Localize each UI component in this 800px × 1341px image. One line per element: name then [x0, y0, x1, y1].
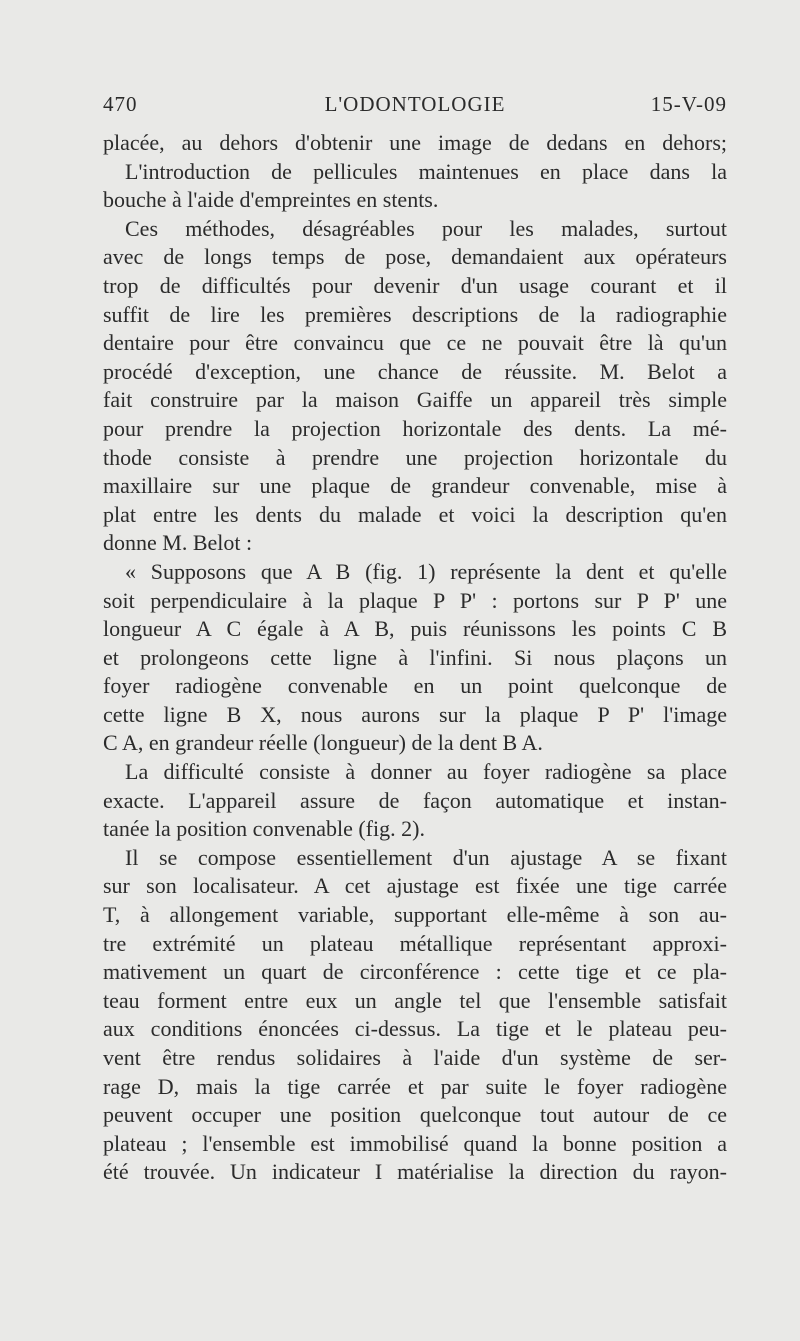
- text-line: avec de longs temps de pose, demandaient aux opérateurs: [103, 244, 727, 270]
- text-line: sur son localisateur. A cet ajustage est fixée une tige carrée: [103, 873, 727, 899]
- text-line: Il se compose essentiellement d'un ajustage A se fixant: [125, 844, 727, 870]
- text-line: plateau ; l'ensemble est immobilisé quand la bonne position a: [103, 1130, 727, 1156]
- text-line: placée, au dehors d'obtenir une image de dedans en dehors;: [103, 130, 727, 155]
- running-title: L'ODONTOLOGIE: [324, 92, 506, 116]
- text-line: L'introduction de pellicules maintenues en place dans la: [125, 158, 727, 184]
- text-line: bouche à l'aide d'empreintes en stents.: [103, 187, 439, 213]
- text-line: soit perpendiculaire à la plaque P P' : portons sur P P' une: [103, 587, 727, 613]
- text-line: procédé d'exception, une chance de réussite. M. Belot a: [103, 358, 727, 384]
- text-line: trop de difficultés pour devenir d'un usage courant et il: [103, 272, 727, 298]
- text-line: cette ligne B X, nous aurons sur la plaque P P' l'image: [103, 701, 727, 727]
- text-line: fait construire par la maison Gaiffe un appareil très simple: [103, 387, 727, 413]
- text-line: donne M. Belot :: [103, 530, 253, 556]
- text-line: été trouvée. Un indicateur I matérialise la direction du rayon-: [103, 1159, 727, 1185]
- text-line: tre extrémité un plateau métallique représentant approxi-: [103, 930, 727, 956]
- text-line: exacte. L'appareil assure de façon automatique et instan-: [103, 787, 727, 813]
- text-line: dentaire pour être convaincu que ce ne pouvait être là qu'un: [103, 330, 727, 356]
- text-line: C A, en grandeur réelle (longueur) de la dent B A.: [103, 730, 543, 756]
- text-line: maxillaire sur une plaque de grandeur convenable, mise à: [103, 473, 727, 499]
- text-line: suffit de lire les premières descriptions de la radiographie: [103, 301, 727, 327]
- text-line: T, à allongement variable, supportant elle-même à son au-: [103, 902, 727, 928]
- text-line: tanée la position convenable (fig. 2).: [103, 816, 425, 842]
- text-line: plat entre les dents du malade et voici la description qu'en: [103, 501, 727, 527]
- body-text: [103, 129, 727, 1187]
- text-line: vent être rendus solidaires à l'aide d'un système de ser-: [103, 1045, 727, 1070]
- text-line: aux conditions énoncées ci-dessus. La tige et le plateau peu-: [103, 1016, 727, 1042]
- text-line: thode consiste à prendre une projection horizontale du: [103, 444, 727, 470]
- issue-date: 15-V-09: [650, 92, 727, 116]
- page-number: 470: [103, 92, 138, 116]
- text-line: La difficulté consiste à donner au foyer radiogène sa place: [125, 759, 727, 785]
- text-line: pour prendre la projection horizontale des dents. La mé-: [103, 415, 727, 441]
- text-line: teau forment entre eux un angle tel que l'ensemble satisfait: [103, 987, 727, 1013]
- text-line: foyer radiogène convenable en un point quelconque de: [103, 673, 727, 699]
- text-line: mativement un quart de circonférence : cette tige et ce pla-: [103, 959, 727, 985]
- text-line: peuvent occuper une position quelconque tout autour de ce: [103, 1102, 727, 1128]
- text-line: rage D, mais la tige carrée et par suite le foyer radiogène: [103, 1073, 727, 1099]
- text-line: Ces méthodes, désagréables pour les malades, surtout: [125, 215, 727, 241]
- page-header: [103, 92, 727, 122]
- text-line: longueur A C égale à A B, puis réunissons les points C B: [103, 616, 727, 642]
- text-line: « Supposons que A B (fig. 1) représente la dent et qu'elle: [125, 558, 727, 584]
- text-line: et prolongeons cette ligne à l'infini. Si nous plaçons un: [103, 644, 727, 670]
